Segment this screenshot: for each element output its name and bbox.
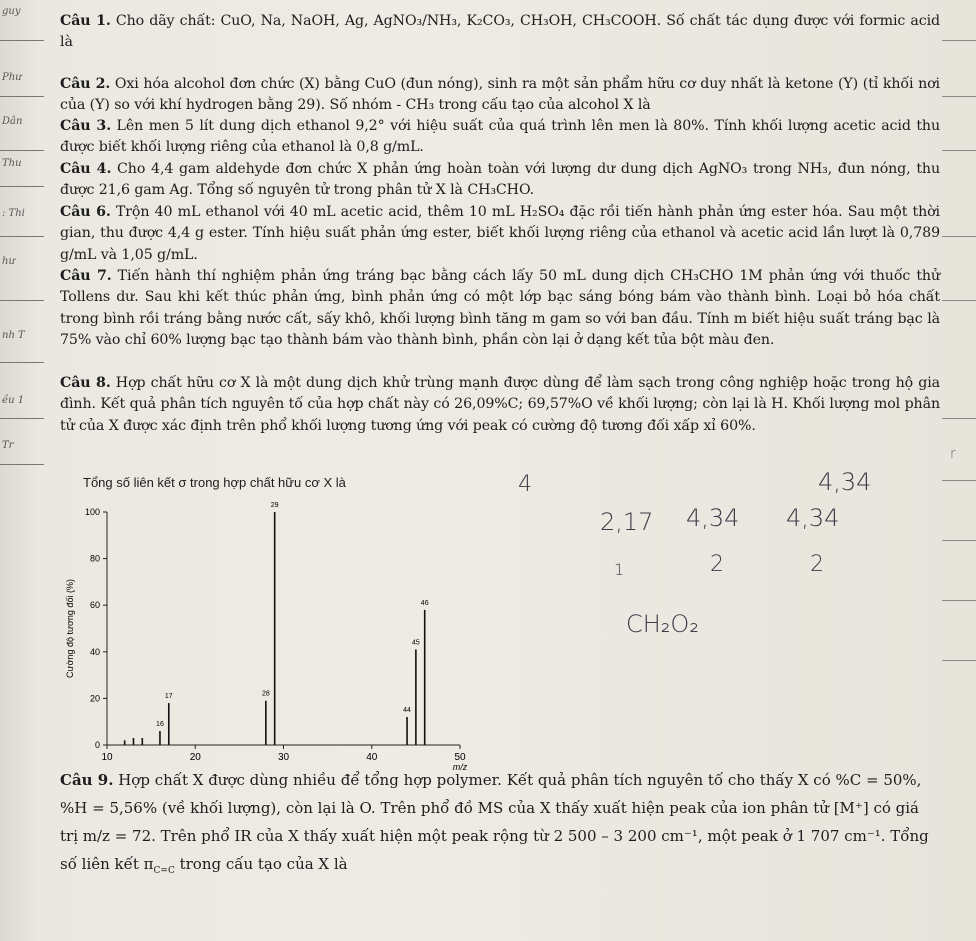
question-label: Câu 6. (60, 204, 111, 220)
margin-line (0, 40, 44, 41)
question-6 (60, 202, 940, 266)
question-label: Câu 9. (60, 771, 114, 789)
subscript: C=C (153, 866, 175, 876)
handwritten-answer: 4 (518, 472, 532, 497)
question-7 (60, 266, 940, 351)
x-tick-label: 10 (101, 752, 113, 763)
peak-label: 16 (156, 721, 164, 729)
margin-note: Dân (2, 116, 23, 127)
y-tick-label: 60 (89, 600, 100, 611)
right-margin-line (942, 300, 976, 301)
question-3 (60, 116, 940, 159)
question-1 (60, 11, 940, 54)
question-9-line-3: trị m/z = 72. Trên phổ IR của X thấy xuất hiện một peak rộng từ 2 500 – 3 200 cm⁻¹, một peak ở 1 707 cm⁻¹. Tổng (60, 827, 929, 845)
question-8-subprompt: Tổng số liên kết σ trong hợp chất hữu cơ X là (83, 475, 346, 490)
x-tick-label: 50 (454, 752, 466, 763)
question-4 (60, 159, 940, 202)
margin-line (0, 300, 44, 301)
margin-note: Thu (2, 158, 22, 169)
question-8 (60, 373, 940, 437)
handwritten-answer: 4,34 (818, 468, 872, 496)
handwritten-answer: 2 (810, 552, 824, 577)
question-label: Câu 2. (60, 76, 111, 92)
margin-line (0, 150, 44, 151)
margin-note: Phư (2, 72, 22, 83)
margin-note: Tr (2, 440, 14, 451)
handwritten-answer: 4,34 (786, 504, 840, 532)
question-2 (60, 74, 940, 117)
right-margin-line (942, 418, 976, 419)
y-tick-label: 100 (84, 507, 100, 517)
question-text: Hợp chất X được dùng nhiều để tổng hợp polymer. Kết quả phân tích nguyên tố cho thấy X có %C = 50%, (113, 771, 922, 789)
question-9-line-1 (60, 766, 940, 794)
margin-note: ều 1 (2, 395, 25, 406)
peak-label: 29 (270, 502, 279, 509)
peak-label: 46 (420, 599, 429, 607)
margin-note: hư (2, 256, 15, 267)
x-tick-label: 20 (189, 752, 201, 763)
question-text: Cho dãy chất: CuO, Na, NaOH, Ag, AgNO₃/NH₃, K₂CO₃, CH₃OH, CH₃COOH. Số chất tác dụng được với formic acid là (60, 13, 940, 51)
handwritten-answer: 2,17 (600, 508, 654, 536)
x-tick-label: 30 (277, 752, 290, 763)
question-text: Tiến hành thí nghiệm phản ứng tráng bạc bằng cách lấy 50 mL dung dịch CH₃CHO 1M phản ứng với thuốc thử Tollens dư. Sau khi kết thúc phản ứng, bình phản ứng có một lớp bạc sáng bóng bám vào thành bình. Loại bỏ hóa chất trong bình rồi tráng bằng nước cất, sấy khô, khối lượng bình tăng m gam so với ban đầu. Tính m biết hiệu suất tráng bạc là 75% vào chỉ 60% lượng bạc tạo thành bám vào thành bình, phần còn lại ở dạng kết tủa bột màu đen. (60, 268, 940, 348)
margin-note: : Thi (2, 208, 25, 219)
mass-spectrum-chart (55, 500, 475, 775)
handwritten-mark: r (950, 446, 956, 462)
right-margin-line (942, 150, 976, 151)
y-tick-label: 0 (94, 740, 100, 750)
right-margin-line (942, 540, 976, 541)
question-9-line-2: %H = 5,56% (về khối lượng), còn lại là O. Trên phổ đồ MS của X thấy xuất hiện peak của ion phân tử [M⁺] có giá (60, 799, 919, 817)
x-tick-label: 40 (366, 752, 378, 763)
peak-label: 44 (403, 707, 411, 715)
question-label: Câu 4. (60, 161, 112, 177)
peak-label: 17 (164, 693, 173, 701)
question-9-line-4 (60, 850, 940, 885)
question-text: Cho 4,4 gam aldehyde đơn chức X phản ứng hoàn toàn với lượng dư dung dịch AgNO₃ trong NH₃, đun nóng, thu được 21,6 gam Ag. Tổng số nguyên tử trong phân tử X là CH₃CHO. (60, 161, 940, 199)
margin-line (0, 96, 44, 97)
handwritten-answer: 1 (614, 560, 625, 579)
y-axis-label: Cường độ tương đối (%) (65, 579, 75, 678)
y-tick-label: 40 (89, 646, 100, 657)
margin-line (0, 186, 44, 187)
margin-line (0, 362, 44, 363)
margin-note: guy (2, 6, 21, 17)
y-tick-label: 20 (89, 693, 100, 704)
question-label: Câu 1. (60, 13, 111, 29)
margin-line (0, 464, 44, 465)
handwritten-answer: 4,34 (686, 504, 740, 532)
right-margin-line (942, 600, 976, 601)
question-label: Câu 3. (60, 118, 112, 134)
right-margin-line (942, 96, 976, 97)
left-margin (0, 0, 48, 941)
question-text: trong cấu tạo của X là (174, 855, 348, 873)
right-margin-line (942, 40, 976, 41)
x-axis-label: m/z (452, 762, 468, 772)
question-label: Câu 8. (60, 375, 111, 391)
peak-label: 28 (261, 690, 270, 698)
right-margin-line (942, 480, 976, 481)
handwritten-formula: CH₂O₂ (626, 610, 699, 638)
handwritten-answer: 2 (710, 552, 724, 577)
question-label: Câu 7. (60, 268, 112, 284)
question-text: số liên kết π (60, 855, 154, 873)
question-text: Oxi hóa alcohol đơn chức (X) bằng CuO (đun nóng), sinh ra một sản phẩm hữu cơ duy nhất là ketone (Y) (tỉ khối nơi của (Y) so với khí hydrogen bằng 29). Số nhóm - CH₃ trong cấu tạo của alcohol X là (60, 76, 940, 114)
margin-line (0, 418, 44, 419)
question-text: Lên men 5 lít dung dịch ethanol 9,2° với hiệu suất của quá trình lên men là 80%. Tính khối lượng acetic acid thu được biết khối lượng riêng của ethanol là 0,8 g/mL. (60, 118, 941, 156)
question-text: Trộn 40 mL ethanol với 40 mL acetic acid, thêm 10 mL H₂SO₄ đặc rồi tiến hành phản ứng ester hóa. Sau một thời gian, thu được 4,4 g ester. Tính hiệu suất phản ứng ester, biết khối lượng riêng của ethanol và acetic acid lần lượt là 0,789 g/mL và 1,05 g/mL. (60, 204, 940, 263)
margin-note: nh T (2, 330, 25, 341)
question-text: Hợp chất hữu cơ X là một dung dịch khử trùng mạnh được dùng để làm sạch trong công nghiệp hoặc trong hộ gia đình. Kết quả phân tích nguyên tố của hợp chất này có 26,09%C; 69,57%O về khối lượng; còn lại là H. Khối lượng mol phân tử của X được xác định trên phổ khối lượng tương ứng với peak có cường độ tương đối xấp xỉ 60%. (60, 375, 941, 434)
right-margin-line (942, 236, 976, 237)
right-margin-line (942, 660, 976, 661)
margin-line (0, 236, 44, 237)
peak-label: 45 (411, 639, 420, 647)
y-tick-label: 80 (89, 553, 100, 564)
